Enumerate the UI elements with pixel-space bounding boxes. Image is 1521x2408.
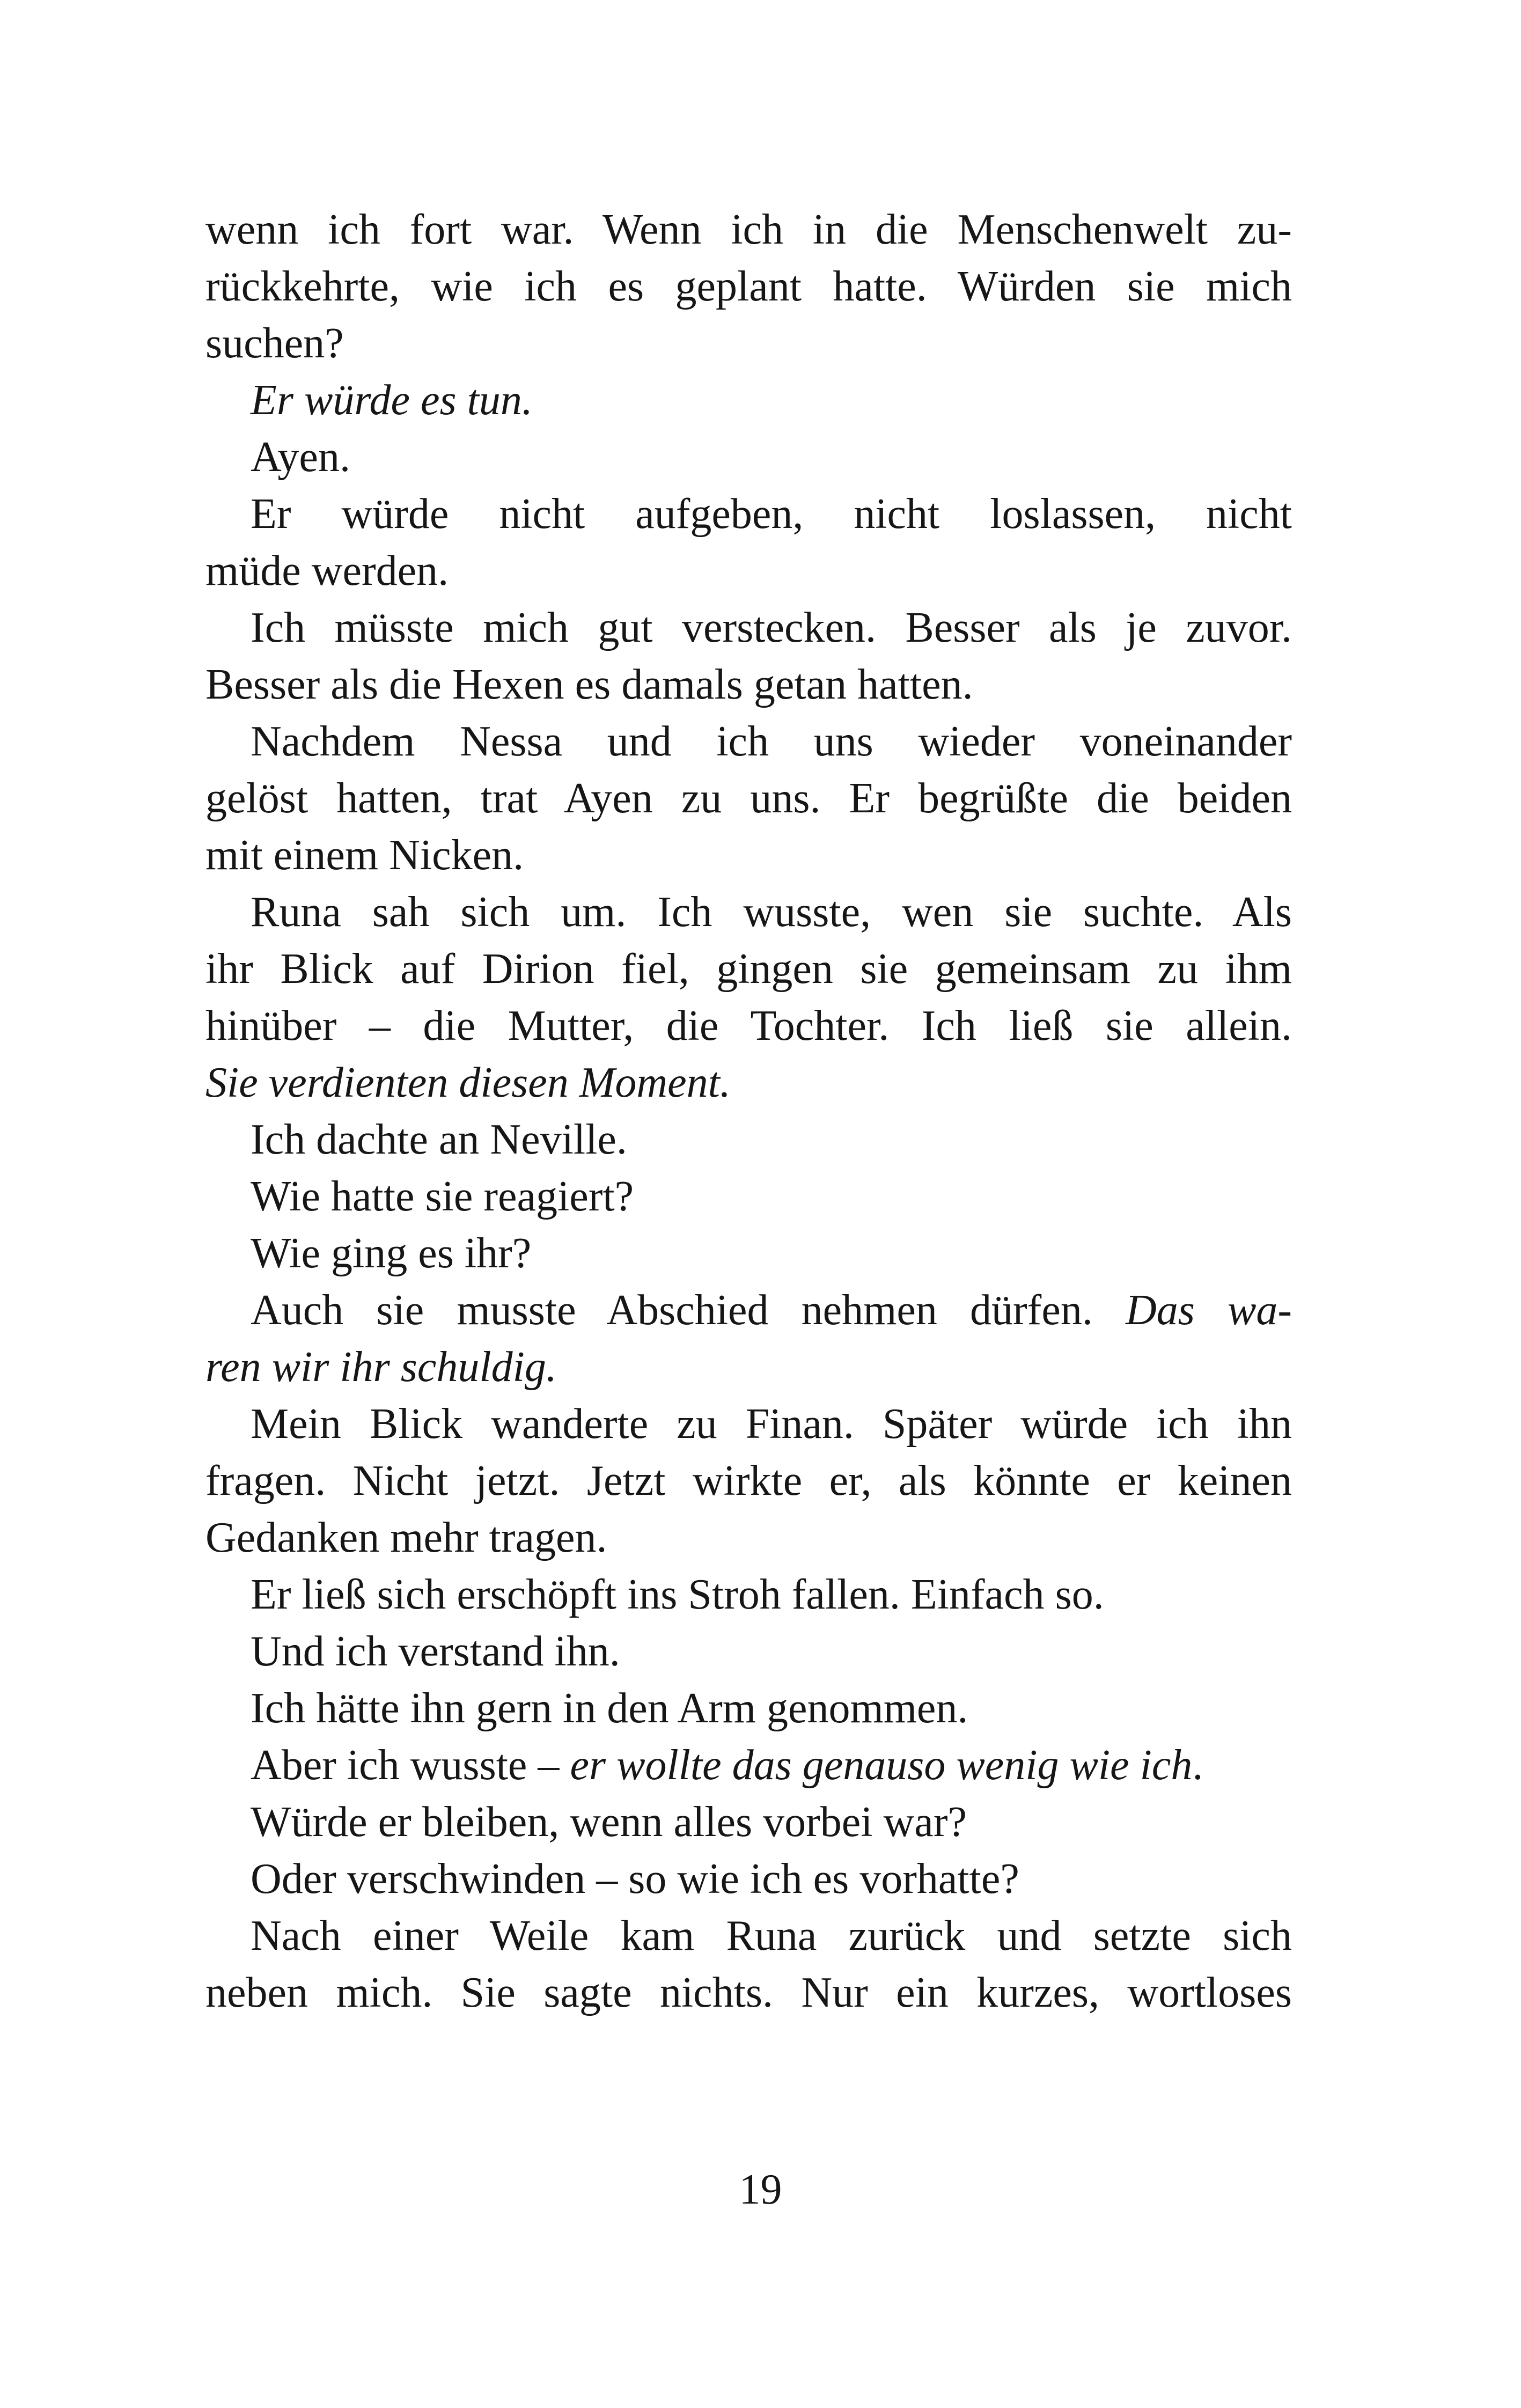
text-line-mixed [205,1282,1292,1339]
text-line: Ich müsste mich gut verstecken. Besser als je zuvor. [251,604,1292,651]
text-line: ihr Blick auf Dirion fiel, gingen sie gemeinsam zu ihm [205,945,1292,993]
text-line: Er würde nicht aufgeben, nicht loslassen, nicht [251,490,1292,538]
text-run: Auch sie musste Abschied nehmen dürfen. [251,1287,1126,1334]
text-line: Ich hätte ihn gern in den Arm genommen. [251,1685,968,1732]
text-line: rückkehrte, wie ich es geplant hatte. Würden sie mich [205,263,1292,310]
text-line: Gedanken mehr tragen. [205,1514,607,1561]
text-line: Würde er bleiben, wenn alles vorbei war? [251,1798,967,1846]
text-line: suchen? [205,320,344,367]
text-line: wenn ich fort war. Wenn ich in die Menschenwelt zu- [205,206,1292,253]
text-run: Aber ich wusste – [251,1742,570,1789]
text-line: Oder verschwinden – so wie ich es vorhatte? [251,1855,1019,1903]
text-line: Ayen. [251,434,350,481]
text-line: Nachdem Nessa und ich uns wieder voneinander [251,718,1292,765]
text-line-italic: ren wir ihr schuldig. [205,1344,557,1391]
body-text [205,201,1292,2021]
text-line: Mein Blick wanderte zu Finan. Später würde ich ihn [251,1400,1292,1448]
text-run-italic: Das wa- [1125,1287,1292,1334]
text-line: Ich dachte an Neville. [251,1116,627,1163]
page-number: 19 [739,2166,782,2213]
text-line-italic: Sie verdienten diesen Moment. [205,1059,731,1106]
text-line: Runa sah sich um. Ich wusste, wen sie suchte. Als [251,889,1292,936]
text-run: . [1192,1742,1203,1789]
text-line: Wie hatte sie reagiert? [251,1173,634,1220]
text-line: Und ich verstand ihn. [251,1628,620,1675]
text-line: müde werden. [205,547,449,594]
text-run-italic: er wollte das genauso wenig wie ich [570,1742,1193,1789]
text-line-italic: Er würde es tun. [251,377,533,424]
text-line: fragen. Nicht jetzt. Jetzt wirkte er, als könnte er keinen [205,1457,1292,1504]
text-line: hinüber – die Mutter, die Tochter. Ich ließ sie allein. [205,1002,1292,1049]
text-line: neben mich. Sie sagte nichts. Nur ein kurzes, wortloses [205,1969,1292,2016]
text-line: mit einem Nicken. [205,832,524,879]
text-line-mixed [205,1737,1292,1794]
text-line: Wie ging es ihr? [251,1230,532,1277]
text-line: Besser als die Hexen es damals getan hatten. [205,661,973,708]
text-line: Er ließ sich erschöpft ins Stroh fallen. Einfach so. [251,1571,1104,1618]
text-line: gelöst hatten, trat Ayen zu uns. Er begrüßte die beiden [205,775,1292,822]
text-line: Nach einer Weile kam Runa zurück und setzte sich [251,1912,1292,1959]
